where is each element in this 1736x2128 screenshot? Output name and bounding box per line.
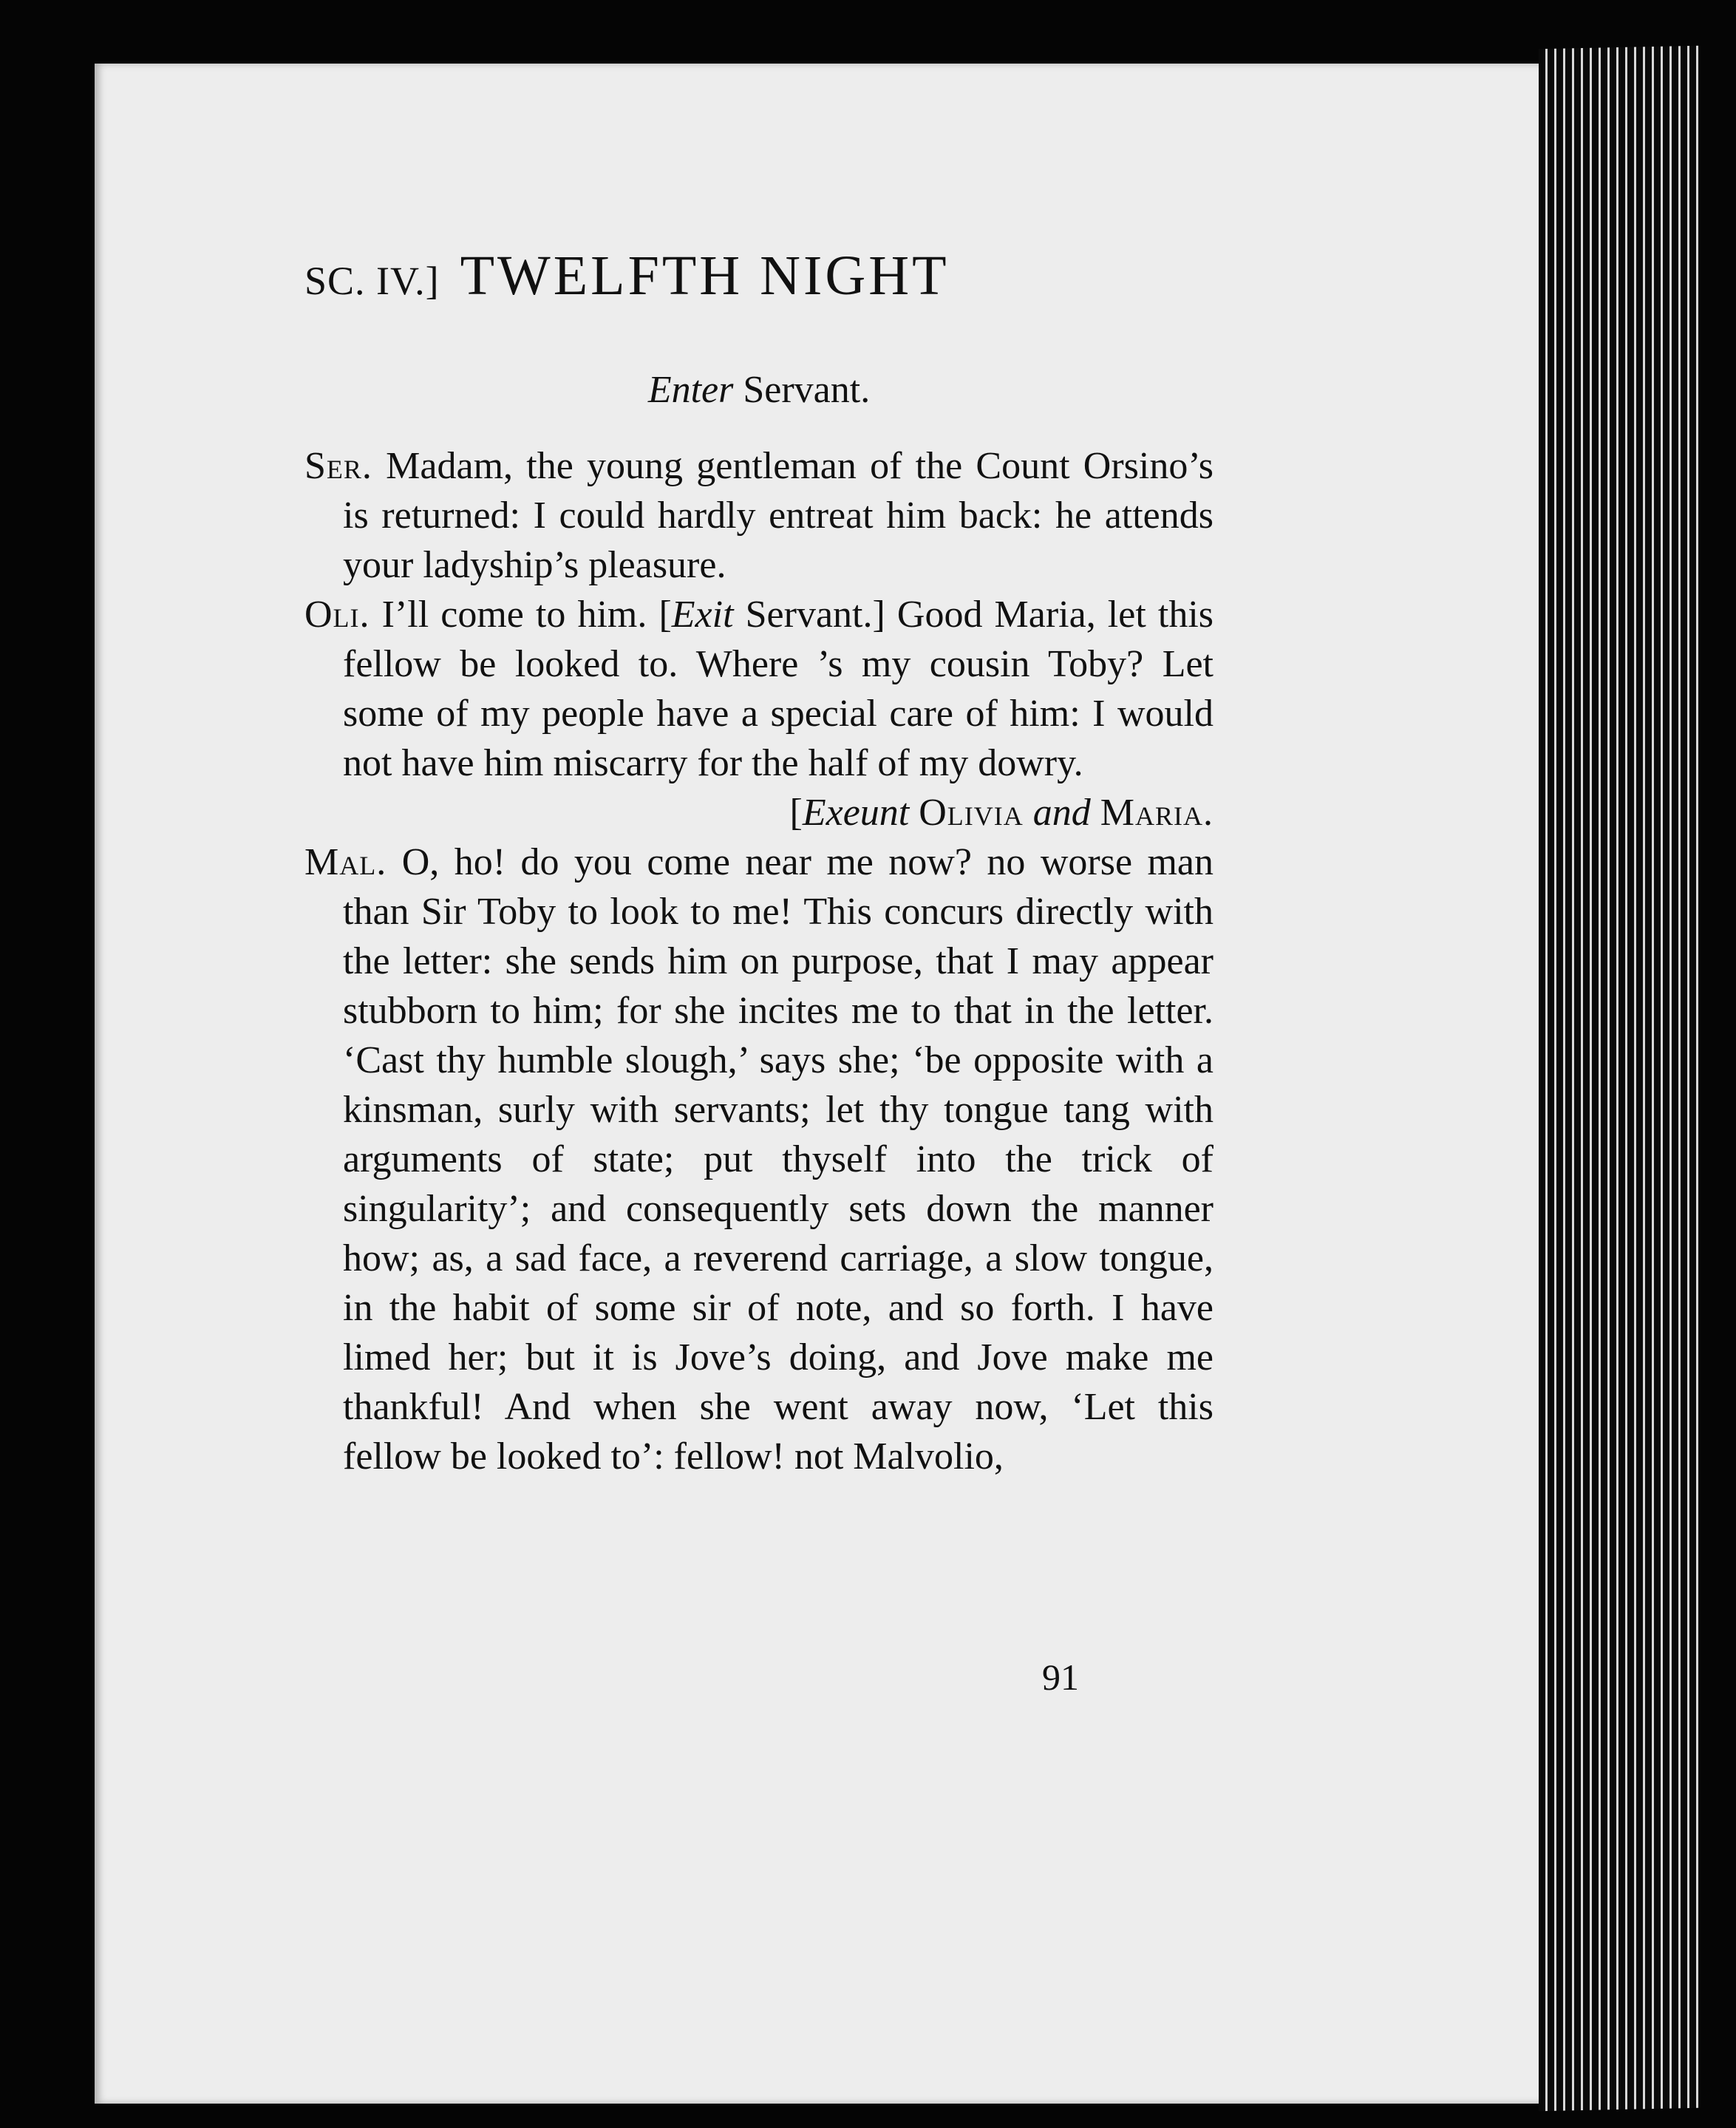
character-olivia: Olivia: [919, 792, 1024, 834]
direction-verb: Exeunt: [802, 792, 910, 834]
running-header: [304, 244, 1214, 325]
stage-direction-exeunt: [304, 788, 1214, 837]
bracket: [: [658, 594, 672, 636]
speech-text: Good Maria, let this fellow be looked to. Where ’s my cousin Toby? Let some of my people have a special care of him: I would not have him miscarry for the half of my dowry.: [343, 594, 1214, 784]
speech-servant: [304, 441, 1214, 590]
page-content: [304, 244, 1214, 1481]
direction-verb: Enter: [647, 369, 734, 411]
speech-text: I’ll come to him.: [381, 594, 647, 636]
direction-who: Servant.: [743, 369, 871, 411]
speaker-label: Ser.: [304, 445, 372, 487]
speech-text: Madam, the young gentleman of the Count Orsino’s is returned: I could hardly entreat him back: he attends your ladyship’s pleasure.: [343, 445, 1214, 586]
page-edges: [1539, 46, 1700, 2112]
play-title: TWELFTH NIGHT: [460, 245, 950, 307]
character-maria: Maria.: [1100, 792, 1214, 834]
stage-direction-enter: [304, 368, 1214, 412]
inline-stage-direction: [658, 594, 885, 636]
conjunction: and: [1032, 792, 1091, 834]
direction-rest: Servant.]: [745, 594, 885, 636]
speech-malvolio: [304, 837, 1214, 1481]
bracket: [: [789, 792, 803, 834]
speaker-label: Mal.: [304, 841, 387, 883]
speech-olivia: [304, 590, 1214, 788]
page-number: 91: [1042, 1656, 1079, 1698]
scene-reference: SC. IV.]: [304, 259, 440, 303]
speaker-label: Oli.: [304, 594, 370, 636]
direction-verb: Exit: [671, 594, 734, 636]
speech-text: O, ho! do you come near me now? no worse man than Sir Toby to look to me! This concurs directly with the letter: she sends him on purpose, that I may appear stubborn to him; for she incites me to that in the letter. ‘Cast thy humble slough,’ says she; ‘be opposite with a kinsman, surly with servants; let thy tongue tang with arguments of state; put thyself into the trick of singularity’; and consequently sets down the manner how; as, a sad face, a reverend carriage, a slow tongue, in the habit of some sir of note, and so forth. I have limed her; but it is Jove’s doing, and Jove make me thankful! And when she went away now, ‘Let this fellow be looked to’: fellow! not Malvolio,: [343, 841, 1214, 1478]
